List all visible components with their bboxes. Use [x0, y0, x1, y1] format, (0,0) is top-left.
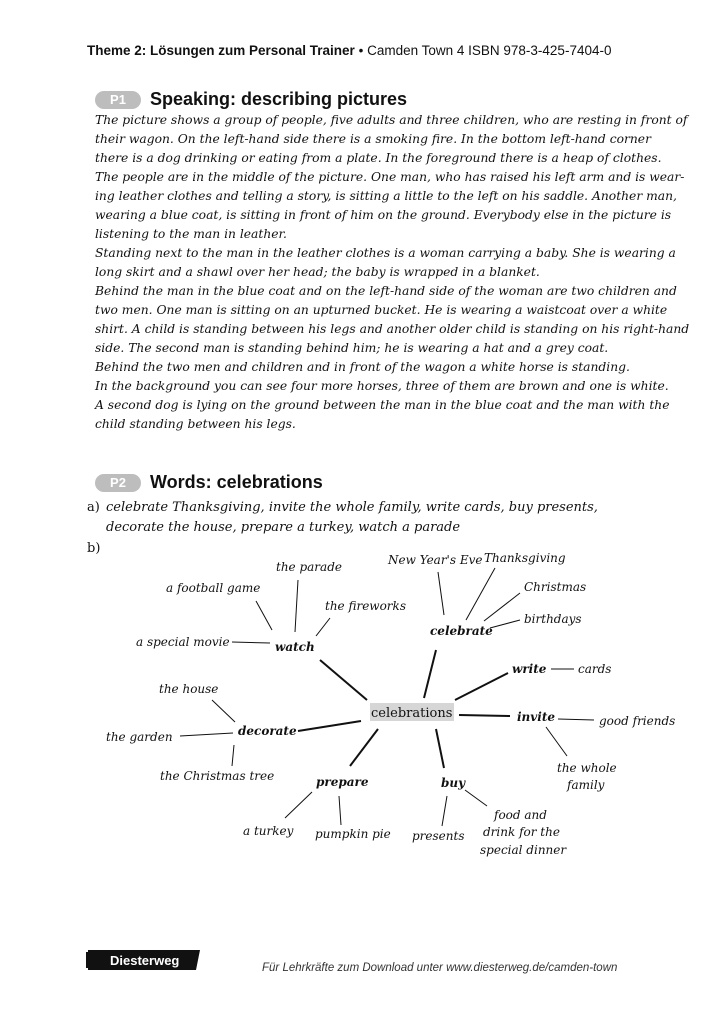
- text-line: A second dog is lying on the ground between the man in the blue coat and the man with the: [95, 398, 670, 412]
- item: special dinner: [480, 843, 567, 857]
- branch-line: [180, 733, 233, 736]
- item: Christmas: [524, 580, 587, 594]
- text-line: two men. One man is sitting on an upturned bucket. He is wearing a waistcoat over a white: [95, 303, 668, 317]
- text-line: ing leather clothes and telling a story, is sitting a little to the left on his saddle. Another man,: [95, 189, 677, 203]
- item: Thanksgiving: [484, 551, 566, 565]
- footer-download-note: Für Lehrkräfte zum Download unter www.diesterweg.de/camden-town: [262, 962, 618, 974]
- section-badge: P1: [95, 91, 141, 109]
- center-word: celebrations: [371, 706, 453, 721]
- section-title: Words: celebrations: [150, 472, 323, 492]
- spoke-buy: [436, 729, 444, 768]
- item: pumpkin pie: [315, 827, 391, 841]
- item: good friends: [599, 714, 676, 728]
- hub-decorate: decorate: [238, 724, 297, 738]
- text-line: long skirt and a shawl over her head; the baby is wrapped in a blanket.: [95, 265, 540, 279]
- p1-text: [95, 111, 690, 434]
- text-line: child standing between his legs.: [95, 417, 296, 431]
- spoke-invite: [459, 715, 510, 716]
- branch-line: [484, 593, 520, 621]
- item: food and: [494, 808, 547, 822]
- item: a special movie: [136, 635, 230, 649]
- p2-part-a: [87, 498, 598, 538]
- branch-line: [558, 719, 594, 720]
- spoke-celebrate: [424, 650, 436, 698]
- publisher-logo: [86, 948, 202, 972]
- word-map: [0, 540, 720, 870]
- branch-line: [546, 727, 567, 756]
- item: a football game: [166, 581, 261, 595]
- section-badge: P2: [95, 474, 141, 492]
- text-line: Behind the man in the blue coat and on the left-hand side of the woman are two children and: [95, 284, 677, 298]
- item: family: [567, 778, 605, 792]
- branch-line: [316, 618, 330, 636]
- text-line: The people are in the middle of the picture. One man, who has raised his left arm and is wear-: [95, 170, 685, 184]
- hub-prepare: prepare: [316, 775, 369, 789]
- page-header: [87, 43, 611, 58]
- part-a-label: a): [87, 500, 100, 515]
- section-title: Speaking: describing pictures: [150, 89, 408, 109]
- item: the garden: [106, 730, 173, 744]
- hub-buy: buy: [441, 776, 466, 790]
- item: presents: [412, 829, 465, 843]
- text-line: shirt. A child is standing between his legs and another older child is standing on his right-hand: [95, 322, 690, 336]
- text-line: Standing next to the man in the leather clothes is a woman carrying a baby. She is wearing a: [95, 246, 676, 260]
- branch-line: [339, 796, 341, 825]
- branch-line: [232, 642, 270, 643]
- text-line: listening to the man in leather.: [95, 227, 287, 241]
- branch-line: [490, 620, 520, 628]
- item: the parade: [276, 560, 342, 574]
- item: a turkey: [243, 824, 294, 838]
- text-line: wearing a blue coat, is sitting in front of him on the ground. Everybody else in the picture is: [95, 208, 672, 222]
- item: New Year's Eve: [388, 553, 483, 567]
- branch-line: [465, 790, 487, 806]
- item: drink for the: [483, 825, 560, 839]
- text-line: The picture shows a group of people, five adults and three children, who are resting in front of: [95, 113, 688, 127]
- branch-line: [232, 745, 234, 766]
- hub-celebrate: celebrate: [430, 624, 493, 638]
- part-b-label: b): [87, 541, 101, 556]
- item: cards: [578, 662, 612, 676]
- branch-line: [466, 568, 495, 620]
- section-p2-heading: [95, 472, 323, 493]
- item: the house: [159, 682, 219, 696]
- item: the fireworks: [325, 599, 406, 613]
- branch-line: [442, 796, 447, 826]
- item: the whole: [557, 761, 617, 775]
- text-line: In the background you can see four more horses, three of them are brown and one is white.: [95, 379, 669, 393]
- spoke-write: [455, 673, 508, 700]
- spoke-prepare: [350, 729, 378, 766]
- publisher-logo-text: Diesterweg: [110, 953, 180, 968]
- branch-line: [256, 601, 272, 630]
- item: birthdays: [524, 612, 582, 626]
- branch-line: [212, 700, 235, 722]
- part-a-line-1: celebrate Thanksgiving, invite the whole family, write cards, buy presents,: [106, 500, 598, 515]
- branch-line: [285, 792, 312, 818]
- part-a-line-2: decorate the house, prepare a turkey, watch a parade: [106, 520, 461, 535]
- text-line: there is a dog drinking or eating from a plate. In the foreground there is a heap of clothes.: [95, 151, 662, 165]
- hub-watch: watch: [275, 640, 315, 654]
- hub-invite: invite: [517, 710, 555, 724]
- item: the Christmas tree: [160, 769, 275, 783]
- spoke-watch: [320, 660, 367, 700]
- text-line: side. The second man is standing behind him; he is wearing a hat and a grey coat.: [95, 341, 609, 355]
- branch-line: [295, 580, 298, 632]
- header-title: Theme 2: Lösungen zum Personal Trainer: [87, 43, 355, 58]
- spoke-decorate: [298, 721, 361, 731]
- text-line: Behind the two men and children and in front of the wagon a white horse is standing.: [95, 360, 630, 374]
- header-subtitle: Camden Town 4 ISBN 978-3-425-7404-0: [367, 43, 612, 58]
- text-line: their wagon. On the left-hand side there is a smoking fire. In the bottom left-hand corner: [95, 132, 651, 146]
- section-p1-heading: [95, 89, 407, 110]
- branch-line: [438, 572, 444, 615]
- hub-write: write: [512, 662, 547, 676]
- header-separator: •: [358, 43, 364, 58]
